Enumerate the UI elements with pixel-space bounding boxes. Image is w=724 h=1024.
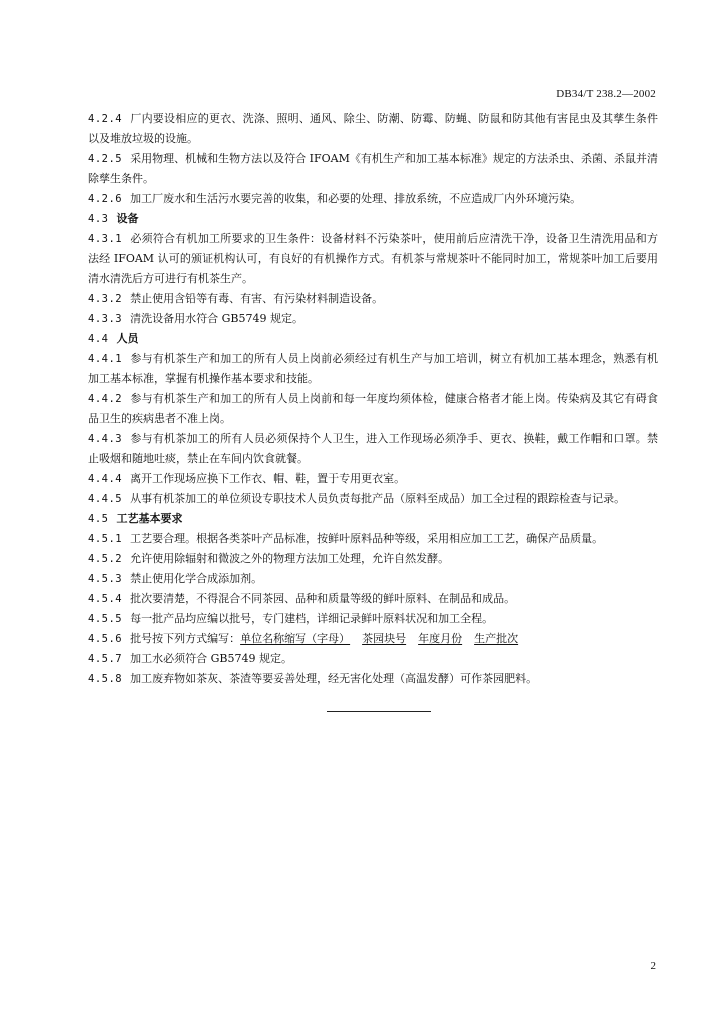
clause-number: 4.2.6	[88, 193, 123, 205]
batch-part-lot: 生产批次	[474, 632, 519, 645]
clause-text: 加工废弃物如茶灰、茶渣等要妥善处理，经无害化处理（高温发酵）可作茶园肥料。	[130, 672, 538, 685]
clause-number: 4.5.7	[88, 653, 123, 665]
clause-number: 4.5.2	[88, 553, 123, 565]
clause-4-5-7	[88, 649, 658, 669]
section-title: 人员	[116, 332, 139, 345]
clause-number: 4.5.8	[88, 673, 123, 685]
clause-number: 4.4.1	[88, 353, 123, 365]
clause-number: 4.3.3	[88, 313, 123, 325]
section-number: 4.5	[88, 513, 109, 525]
section-title: 设备	[116, 212, 139, 225]
section-number: 4.3	[88, 213, 109, 225]
batch-part-unit: 单位名称缩写（字母）	[240, 632, 351, 645]
clause-text: 参与有机茶生产和加工的所有人员上岗前和每一年度均须体检，健康合格者才能上岗。传染病及其它有碍食品卫生的疾病患者不准上岗。	[88, 392, 658, 425]
clause-number: 4.5.6	[88, 633, 123, 645]
clause-text: 必须符合有机加工所要求的卫生条件：设备材料不污染茶叶，使用前后应清洗干净，设备卫生清洗用品和方法经 IFOAM 认可的颁证机构认可，有良好的有机操作方式。有机茶与常规茶叶不能同时加工，常规茶叶加工后要用清水清洗后方可进行有机茶生产。	[88, 232, 658, 285]
clause-number: 4.2.4	[88, 113, 123, 125]
clause-4-4-4	[88, 469, 658, 489]
clause-number: 4.5.5	[88, 613, 123, 625]
clause-number: 4.3.2	[88, 293, 123, 305]
clause-number: 4.4.5	[88, 493, 123, 505]
section-number: 4.4	[88, 333, 109, 345]
clause-text: 允许使用除辐射和微波之外的物理方法加工处理，允许自然发酵。	[130, 552, 450, 565]
clause-number: 4.4.2	[88, 393, 123, 405]
clause-4-4-1	[88, 349, 658, 389]
page-number: 2	[650, 960, 656, 972]
document-body	[88, 109, 658, 689]
clause-text: 每一批产品均应编以批号，专门建档，详细记录鲜叶原料状况和加工全程。	[130, 612, 494, 625]
section-title: 工艺基本要求	[116, 512, 183, 525]
clause-4-4-2	[88, 389, 658, 429]
clause-4-2-4	[88, 109, 658, 149]
clause-text: 工艺要合理。根据各类茶叶产品标准，按鲜叶原料品种等级，采用相应加工工艺，确保产品质量。	[130, 532, 604, 545]
clause-number: 4.5.1	[88, 533, 123, 545]
batch-part-plot: 茶园块号	[362, 632, 407, 645]
clause-number: 4.5.3	[88, 573, 123, 585]
clause-4-4-3	[88, 429, 658, 469]
section-heading-4-3	[88, 209, 658, 229]
clause-text: 禁止使用含铅等有毒、有害、有污染材料制造设备。	[130, 292, 384, 305]
end-of-standard-rule	[327, 711, 431, 712]
clause-4-3-3	[88, 309, 658, 329]
clause-4-3-1	[88, 229, 658, 289]
clause-4-4-5	[88, 489, 658, 509]
clause-text: 清洗设备用水符合 GB5749 规定。	[130, 312, 303, 325]
section-heading-4-4	[88, 329, 658, 349]
clause-text: 参与有机茶生产和加工的所有人员上岗前必须经过有机生产与加工培训，树立有机加工基本理念，熟悉有机加工基本标准，掌握有机操作基本要求和技能。	[88, 352, 658, 385]
clause-4-2-6	[88, 189, 658, 209]
clause-text: 厂内要设相应的更衣、洗涤、照明、通风、除尘、防潮、防霉、防蝇、防鼠和防其他有害昆虫及其孳生条件以及堆放垃圾的设施。	[88, 112, 658, 145]
clause-number: 4.4.4	[88, 473, 123, 485]
clause-text: 禁止使用化学合成添加剂。	[130, 572, 263, 585]
clause-number: 4.3.1	[88, 233, 123, 245]
clause-text: 加工水必须符合 GB5749 规定。	[130, 652, 292, 665]
clause-4-2-5	[88, 149, 658, 189]
clause-4-5-3	[88, 569, 658, 589]
clause-4-5-1	[88, 529, 658, 549]
clause-4-3-2	[88, 289, 658, 309]
clause-4-5-6	[88, 629, 658, 649]
clause-text: 参与有机茶加工的所有人员必须保持个人卫生，进入工作现场必须净手、更衣、换鞋，戴工作帽和口罩。禁止吸烟和随地吐痰，禁止在车间内饮食就餐。	[88, 432, 658, 465]
clause-text: 采用物理、机械和生物方法以及符合 IFOAM《有机生产和加工基本标准》规定的方法杀虫、杀菌、杀鼠并清除孳生条件。	[88, 152, 658, 185]
clause-number: 4.2.5	[88, 153, 123, 165]
clause-text: 批次要清楚，不得混合不同茶园、品种和质量等级的鲜叶原料、在制品和成品。	[130, 592, 516, 605]
clause-number: 4.5.4	[88, 593, 123, 605]
section-heading-4-5	[88, 509, 658, 529]
document-code: DB34/T 238.2—2002	[556, 88, 656, 100]
clause-number: 4.4.3	[88, 433, 123, 445]
clause-text: 批号按下列方式编写：	[130, 632, 241, 645]
batch-part-date: 年度月份	[418, 632, 463, 645]
clause-4-5-5	[88, 609, 658, 629]
clause-4-5-2	[88, 549, 658, 569]
clause-4-5-4	[88, 589, 658, 609]
clause-text: 加工厂废水和生活污水要完善的收集，和必要的处理、排放系统，不应造成厂内外环境污染。	[130, 192, 582, 205]
clause-text: 从事有机茶加工的单位须设专职技术人员负责每批产品（原料至成品）加工全过程的跟踪检查与记录。	[130, 492, 626, 505]
clause-text: 离开工作现场应换下工作衣、帽、鞋，置于专用更衣室。	[130, 472, 406, 485]
clause-4-5-8	[88, 669, 658, 689]
